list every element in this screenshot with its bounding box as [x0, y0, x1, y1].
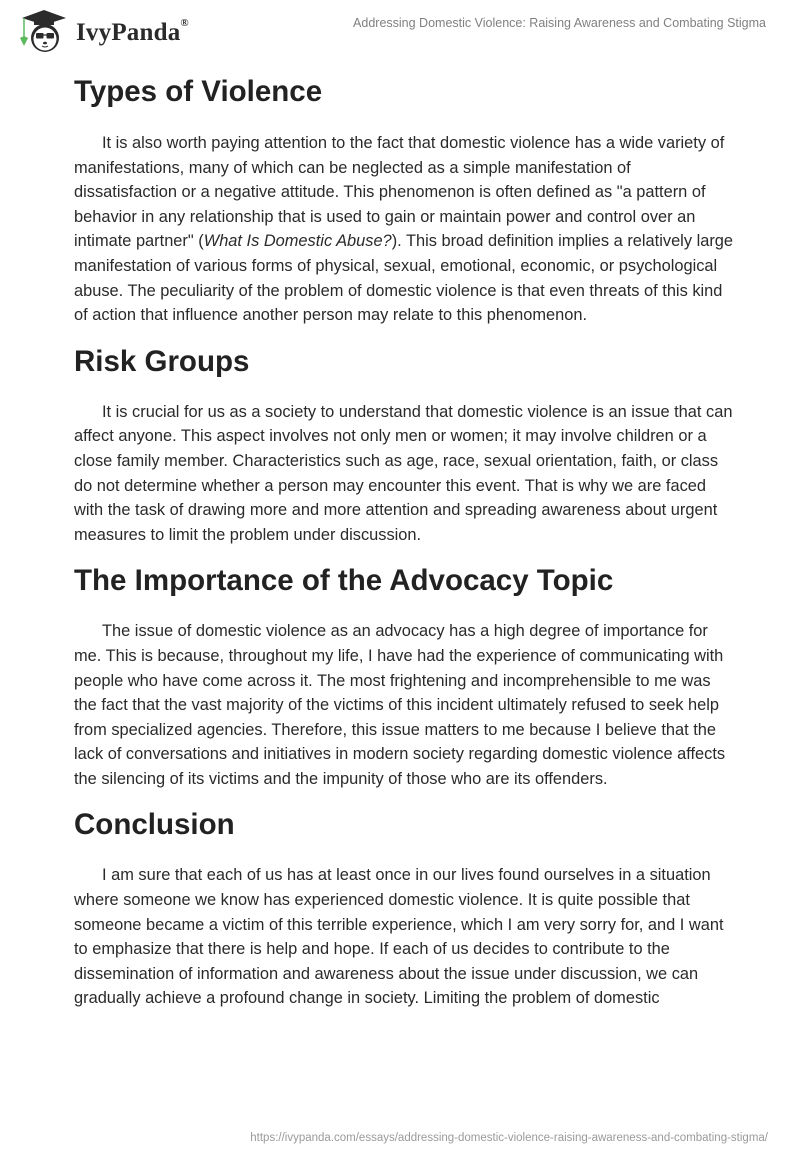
ivypanda-logo[interactable]: [14, 8, 189, 54]
paragraph-types-of-violence: It is also worth paying attention to the fact that domestic violence has a wide variety of manifestations, many of which can be neglected as a simple manifestation of dissatisfaction or a negative attitude. This phenomenon is often defined as "a pattern of behavior in any relationship that is used to gain or maintain power and control over an intimate partner" (What Is Domestic Abuse?). This broad definition implies a relatively large manifestation of various forms of physical, sexual, emotional, economic, or psychological abuse. The peculiarity of the problem of domestic violence is that even threats of this kind of action that influence another person may relate to this phenomenon.: [74, 134, 734, 325]
paragraph-conclusion: I am sure that each of us has at least once in our lives found ourselves in a situation where someone we know has experienced domestic violence. It is quite possible that someone became a victim of this terrible experience, which I am very sorry for, and I want to emphasize that there is help and hope. If each of us decides to contribute to the dissemination of information and awareness about the issue under discussion, we can gradually achieve a profound change in society. Limiting the problem of domestic: [74, 866, 724, 1008]
citation: What Is Domestic Abuse?: [203, 232, 392, 251]
page-header: [0, 0, 800, 60]
document-title: Addressing Domestic Violence: Raising Awareness and Combating Stigma: [353, 16, 766, 30]
paragraph-risk-groups: It is crucial for us as a society to understand that domestic violence is an issue that can affect anyone. This aspect involves not only men or women; it may involve children or a close family member. Characteristics such as age, race, sexual orientation, faith, or class do not determine whether a person may encounter this event. That is why we are faced with the task of drawing more and more attention and spreading awareness about urgent measures to limit the problem under discussion.: [74, 402, 733, 544]
panda-graduate-icon: [14, 8, 72, 54]
section-heading-advocacy-topic: The Importance of the Advocacy Topic: [74, 564, 614, 598]
source-url[interactable]: https://ivypanda.com/essays/addressing-domestic-violence-raising-awareness-and-combating-stigma/: [250, 1132, 768, 1144]
section-heading-conclusion: Conclusion: [74, 808, 235, 842]
section-heading-risk-groups: Risk Groups: [74, 344, 250, 378]
brand-name: IvyPanda®: [76, 17, 189, 46]
section-heading-types-of-violence: Types of Violence: [74, 75, 323, 108]
essay-body: [74, 70, 734, 1011]
paragraph-advocacy-topic: The issue of domestic violence as an advocacy has a high degree of importance for me. This is because, throughout my life, I have had the experience of communicating with people who have come across it. The most frightening and incomprehensible to me was the fact that the vast majority of the victims of this incident ultimately refused to seek help from specialized agencies. Therefore, this issue matters to me because I believe that the lack of conversations and initiatives in modern society regarding domestic violence affects the silencing of its victims and the impunity of those who are its offenders.: [74, 622, 726, 788]
